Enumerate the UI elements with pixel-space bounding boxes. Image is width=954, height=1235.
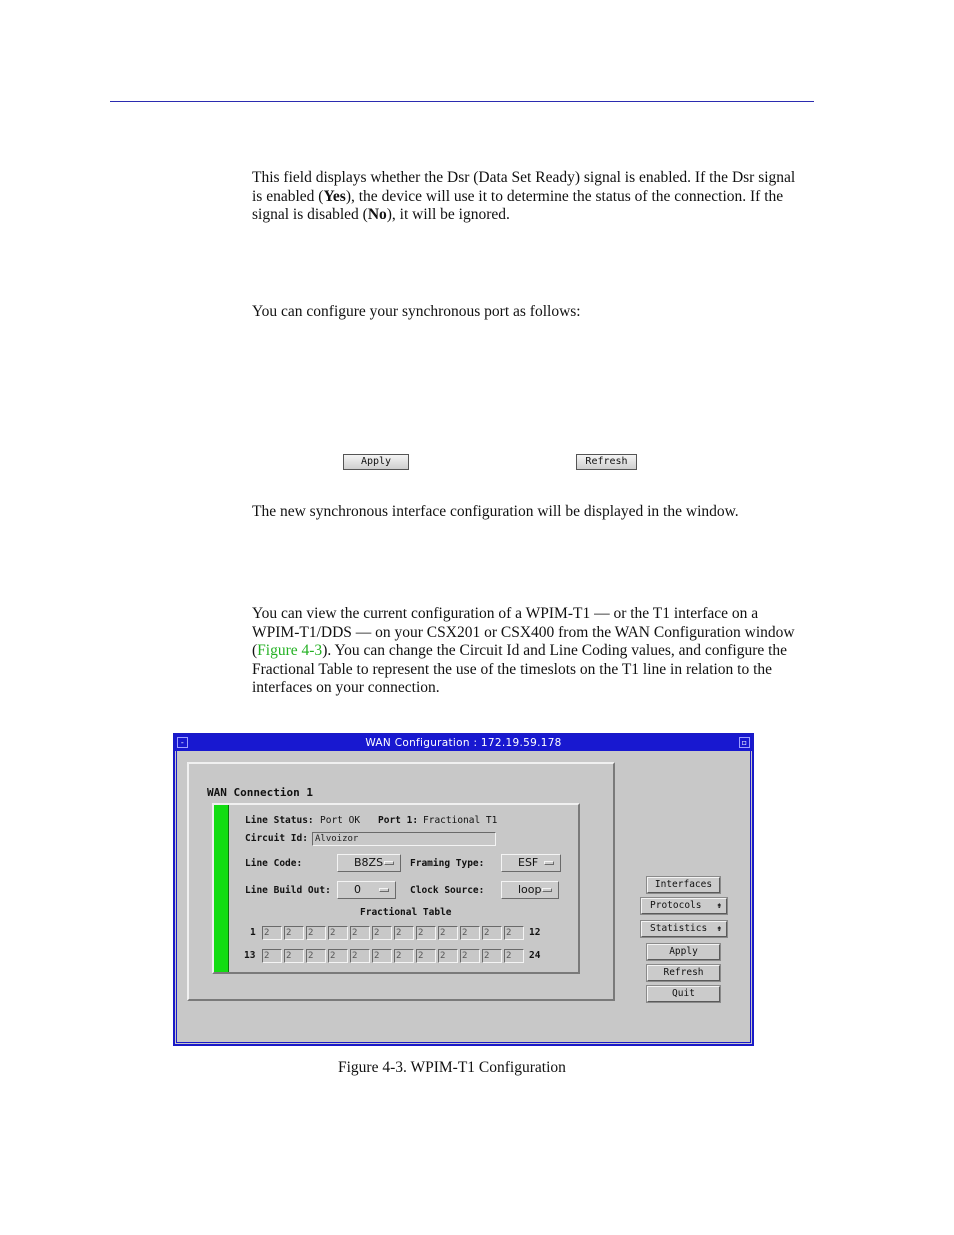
fractional-table-label: Fractional Table: [360, 907, 452, 918]
fractional-cell[interactable]: 2: [504, 949, 524, 963]
framing-type-select[interactable]: [501, 854, 561, 872]
fractional-cell[interactable]: 2: [350, 926, 370, 940]
window-maximize-icon[interactable]: ▫: [739, 737, 750, 748]
row1-end-label: 12: [529, 927, 541, 938]
dropdown-indicator-icon: [379, 888, 389, 892]
menu-indicator-icon: ⇟: [716, 901, 722, 911]
window-title: WAN Configuration : 172.19.59.178: [365, 737, 562, 749]
configuration-displayed-text: The new synchronous interface configuration will be displayed in the window.: [252, 503, 739, 520]
wan-configuration-window: [173, 733, 754, 1046]
connection-title: WAN Connection 1: [207, 786, 313, 799]
fractional-cell[interactable]: 2: [284, 949, 304, 963]
refresh-button[interactable]: Refresh: [647, 965, 720, 981]
circuit-id-label: Circuit Id:: [245, 833, 308, 844]
fractional-cell[interactable]: 2: [460, 949, 480, 963]
fractional-cell[interactable]: 2: [394, 949, 414, 963]
window-title-bar: [175, 735, 752, 751]
protocols-label: Protocols: [650, 900, 702, 911]
apply-button-illustration: Apply: [343, 454, 409, 470]
statistics-label: Statistics: [650, 923, 708, 934]
row1-start-label: 1: [250, 927, 256, 938]
apply-button[interactable]: Apply: [647, 944, 720, 960]
fractional-cell[interactable]: 2: [438, 926, 458, 940]
menu-indicator-icon: ⇟: [716, 924, 722, 934]
framing-type-label: Framing Type:: [410, 858, 485, 869]
port-value: Fractional T1: [423, 815, 498, 826]
statistics-menu-button[interactable]: [641, 921, 727, 937]
refresh-button-illustration: Refresh: [576, 454, 637, 470]
dropdown-indicator-icon: [384, 861, 394, 865]
circuit-id-input[interactable]: Alvoizor: [312, 832, 496, 846]
dropdown-indicator-icon: [544, 861, 554, 865]
fractional-cell[interactable]: 2: [372, 949, 392, 963]
fractional-cell[interactable]: 2: [504, 926, 524, 940]
protocols-menu-button[interactable]: [641, 898, 727, 914]
fractional-cell[interactable]: 2: [306, 949, 326, 963]
dropdown-indicator-icon: [542, 888, 552, 892]
row2-start-label: 13: [244, 950, 256, 961]
fractional-cell[interactable]: 2: [372, 926, 392, 940]
fractional-cell[interactable]: 2: [328, 926, 348, 940]
port-label: Port 1:: [378, 815, 419, 826]
clock-source-label: Clock Source:: [410, 885, 485, 896]
fractional-cell[interactable]: 2: [482, 949, 502, 963]
line-code-select[interactable]: [337, 854, 401, 872]
interfaces-button[interactable]: Interfaces: [647, 877, 720, 893]
configure-intro: You can configure your synchronous port as follows:: [252, 303, 581, 320]
line-status-label: Line Status:: [245, 815, 314, 826]
header-rule: [110, 101, 814, 102]
line-code-value: B8ZS: [354, 856, 384, 869]
fractional-cell[interactable]: 2: [416, 949, 436, 963]
line-build-out-label: Line Build Out:: [245, 885, 331, 896]
line-code-label: Line Code:: [245, 858, 303, 869]
fractional-cell[interactable]: 2: [262, 926, 282, 940]
fractional-cell[interactable]: 2: [394, 926, 414, 940]
fractional-cell[interactable]: 2: [482, 926, 502, 940]
status-indicator-bar: [214, 805, 229, 972]
figure-link[interactable]: Figure 4-3: [257, 642, 323, 660]
fractional-cell[interactable]: 2: [284, 926, 304, 940]
line-build-out-select[interactable]: [337, 881, 396, 899]
fractional-cell[interactable]: 2: [262, 949, 282, 963]
fractional-cell[interactable]: 2: [460, 926, 480, 940]
framing-type-value: ESF: [518, 856, 539, 869]
row2-end-label: 24: [529, 950, 541, 961]
line-build-out-value: 0: [354, 883, 361, 896]
window-menu-icon[interactable]: -: [177, 737, 188, 748]
dsr-description: This field displays whether the Dsr (Data Set Ready) signal is enabled. If the Dsr signal is enabled (Yes), the device will use it to determine the status of the connection. If the signal is disabled (No), it will be ignored.: [252, 169, 796, 224]
fractional-cell[interactable]: 2: [328, 949, 348, 963]
fractional-cell[interactable]: 2: [416, 926, 436, 940]
fractional-cell[interactable]: 2: [350, 949, 370, 963]
quit-button[interactable]: Quit: [647, 986, 720, 1002]
wpim-t1-description: You can view the current configuration of a WPIM-T1 — or the T1 interface on a WPIM-T1/DDS — on your CSX201 or CSX400 from the WAN Configuration window (Figure 4-3). You can change the Circuit Id and Line Coding values, and configure the Fractional Table to represent the use of the timeslots on the T1 line in relation to the interfaces on your connection.: [252, 605, 795, 697]
fractional-cell[interactable]: 2: [438, 949, 458, 963]
line-status-value: Port OK: [320, 815, 361, 826]
fractional-cell[interactable]: 2: [306, 926, 326, 940]
clock-source-select[interactable]: [501, 881, 559, 899]
clock-source-value: loop: [518, 883, 542, 896]
figure-caption: Figure 4-3. WPIM-T1 Configuration: [338, 1059, 566, 1076]
